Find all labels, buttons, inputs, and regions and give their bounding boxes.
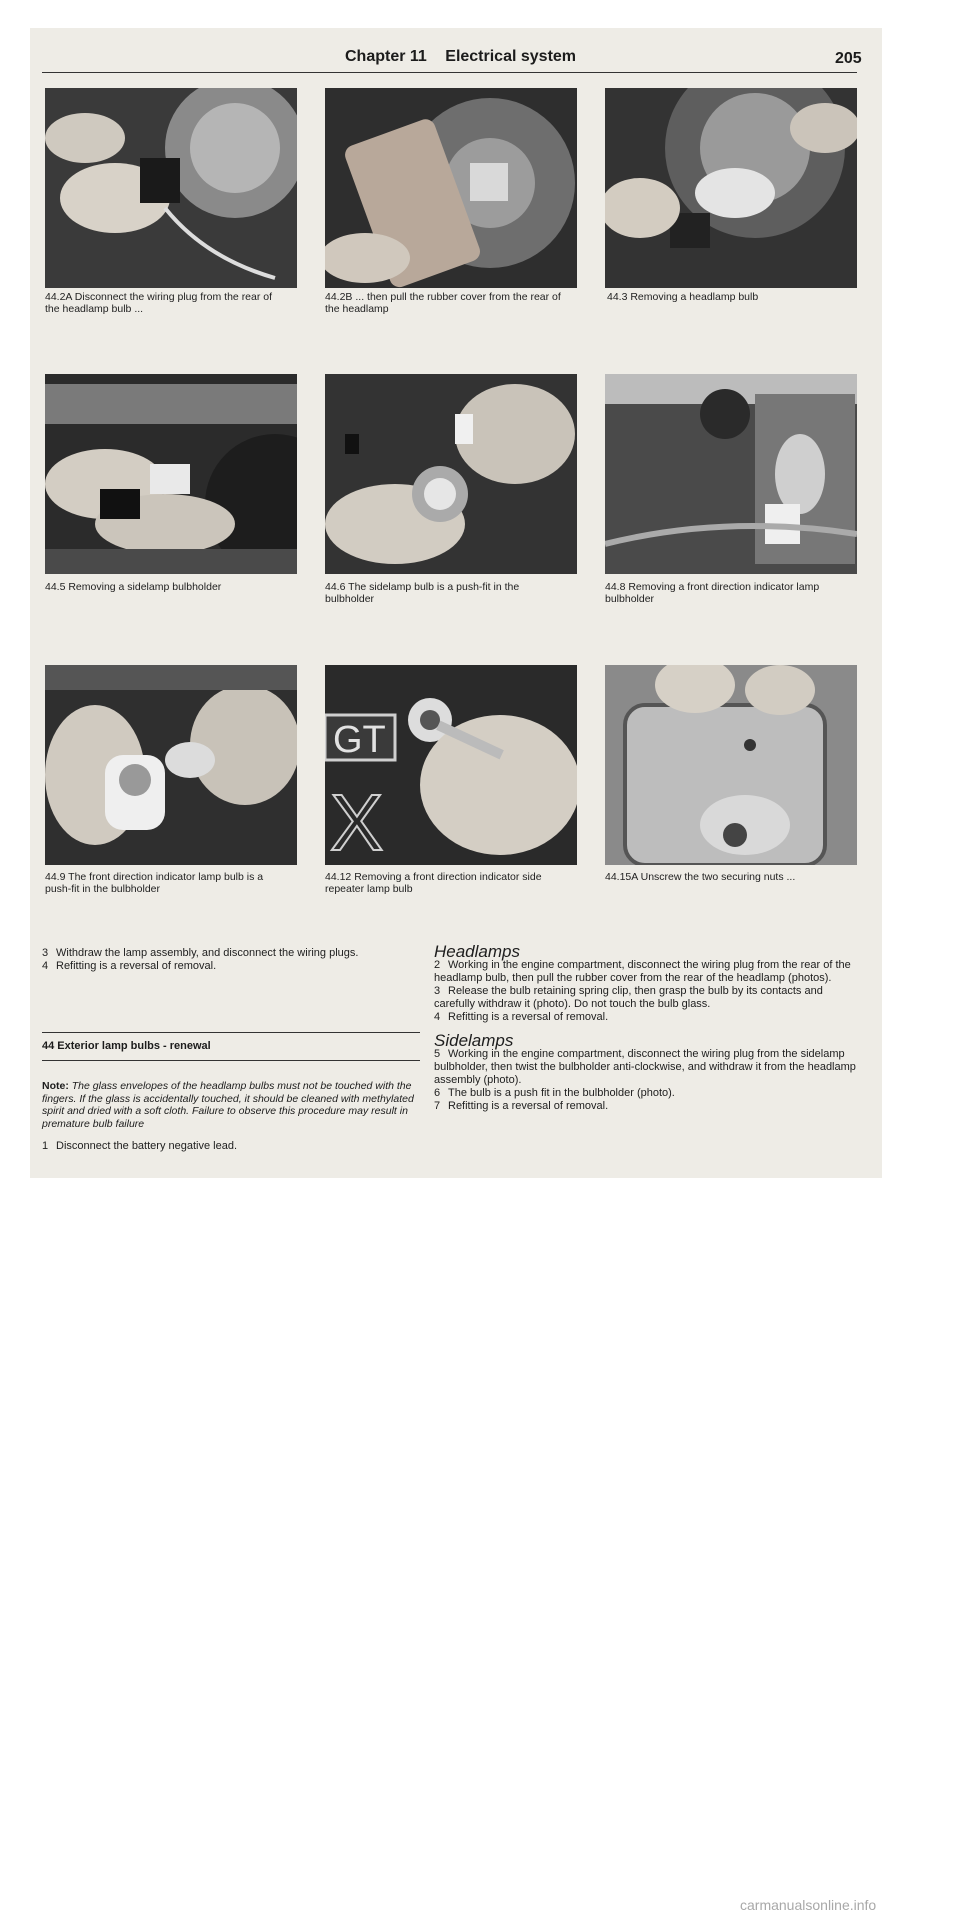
badge-x-text: X — [330, 778, 384, 865]
paragraph-text: Withdraw the lamp assembly, and disconnect the wiring plugs. — [56, 947, 359, 959]
paragraph-h4 — [434, 1011, 859, 1024]
paragraph-text: Refitting is a reversal of removal. — [56, 960, 217, 972]
badge-gt-text: GT — [333, 719, 386, 761]
caption-44-3: 44.3 Removing a headlamp bulb — [607, 291, 759, 303]
paragraph-number: 7 — [434, 1100, 441, 1112]
photo-44-8 — [605, 374, 857, 574]
paragraph-4 — [42, 960, 442, 973]
photo-44-3 — [605, 88, 857, 288]
footer-watermark: carmanualsonline.info — [740, 1897, 877, 1913]
section-rule-top — [42, 1032, 420, 1033]
paragraph-text: Refitting is a reversal of removal. — [448, 1100, 609, 1112]
paragraph-number: 5 — [434, 1048, 441, 1060]
photo-44-2b — [325, 88, 577, 288]
chapter-label: Chapter 11 — [345, 48, 427, 65]
paragraph-number: 2 — [434, 959, 441, 971]
section-rule-bottom — [42, 1060, 420, 1061]
paragraph-h2 — [434, 959, 859, 985]
left-column-bottom — [42, 1140, 420, 1153]
caption-44-8: 44.8 Removing a front direction indicator lamp bulbholder — [605, 581, 820, 605]
page-number: 205 — [835, 50, 862, 67]
note-block — [42, 1080, 420, 1130]
paragraph-number: 3 — [434, 985, 441, 997]
photo-44-12 — [325, 665, 577, 865]
paragraph-1 — [42, 1140, 420, 1153]
section-title: 44 Exterior lamp bulbs - renewal — [42, 1040, 211, 1052]
caption-44-6: 44.6 The sidelamp bulb is a push-fit in the bulbholder — [325, 581, 520, 605]
caption-44-12: 44.12 Removing a front direction indicator side repeater lamp bulb — [325, 871, 542, 895]
paragraph-text: Refitting is a reversal of removal. — [448, 1011, 609, 1023]
caption-44-2b: 44.2B ... then pull the rubber cover from the rear of the headlamp — [325, 291, 561, 315]
paragraph-h3 — [434, 985, 859, 1011]
left-column-top — [42, 947, 442, 973]
paragraph-text: Disconnect the battery negative lead. — [56, 1140, 238, 1152]
caption-44-5: 44.5 Removing a sidelamp bulbholder — [45, 581, 222, 593]
paragraph-text: Working in the engine compartment, disconnect the wiring plug from the rear of the headlamp bulb, then pull the rubber cover from the rear of the headlamp (photos). — [434, 959, 851, 984]
header-rule — [42, 72, 857, 73]
paragraph-text: The bulb is a push fit in the bulbholder (photo). — [448, 1087, 675, 1099]
paragraph-s6 — [434, 1087, 859, 1100]
paragraph-text: Release the bulb retaining spring clip, then grasp the bulb by its contacts and carefully withdraw it (photo). Do not touch the bulb glass. — [434, 985, 823, 1010]
photo-44-9 — [45, 665, 297, 865]
note-text: The glass envelopes of the headlamp bulbs must not be touched with the fingers. If the glass is accidentally touched, it should be cleaned with methylated spirit and dried with a soft cloth. Failure to observe this procedure may result in premature bulb failure — [42, 1080, 414, 1130]
chapter-title: Electrical system — [445, 48, 577, 65]
photo-44-2a — [45, 88, 297, 288]
photo-44-6 — [325, 374, 577, 574]
page-header — [345, 48, 576, 66]
sidelamps-heading: Sidelamps — [434, 1031, 514, 1050]
paragraph-number: 6 — [434, 1087, 441, 1099]
paragraph-text: Working in the engine compartment, disconnect the wiring plug from the sidelamp bulbholder, then twist the bulbholder anti-clockwise, and withdraw it from the headlamp assembly (photo). — [434, 1048, 856, 1086]
photo-44-5 — [45, 374, 297, 574]
photo-44-15a — [605, 665, 857, 865]
paragraph-number: 4 — [434, 1011, 441, 1023]
caption-44-2a: 44.2A Disconnect the wiring plug from the rear of the headlamp bulb ... — [45, 291, 273, 315]
caption-44-9: 44.9 The front direction indicator lamp bulb is a push-fit in the bulbholder — [45, 871, 264, 895]
right-column — [434, 942, 859, 1113]
caption-44-15a: 44.15A Unscrew the two securing nuts ... — [605, 871, 796, 883]
paragraph-number: 4 — [42, 960, 49, 972]
paragraph-s5 — [434, 1048, 859, 1087]
paragraph-number: 1 — [42, 1140, 49, 1152]
paragraph-number: 3 — [42, 947, 49, 959]
note-label: Note: — [42, 1080, 69, 1092]
headlamps-heading: Headlamps — [434, 942, 520, 961]
paragraph-s7 — [434, 1100, 859, 1113]
paragraph-3 — [42, 947, 442, 960]
